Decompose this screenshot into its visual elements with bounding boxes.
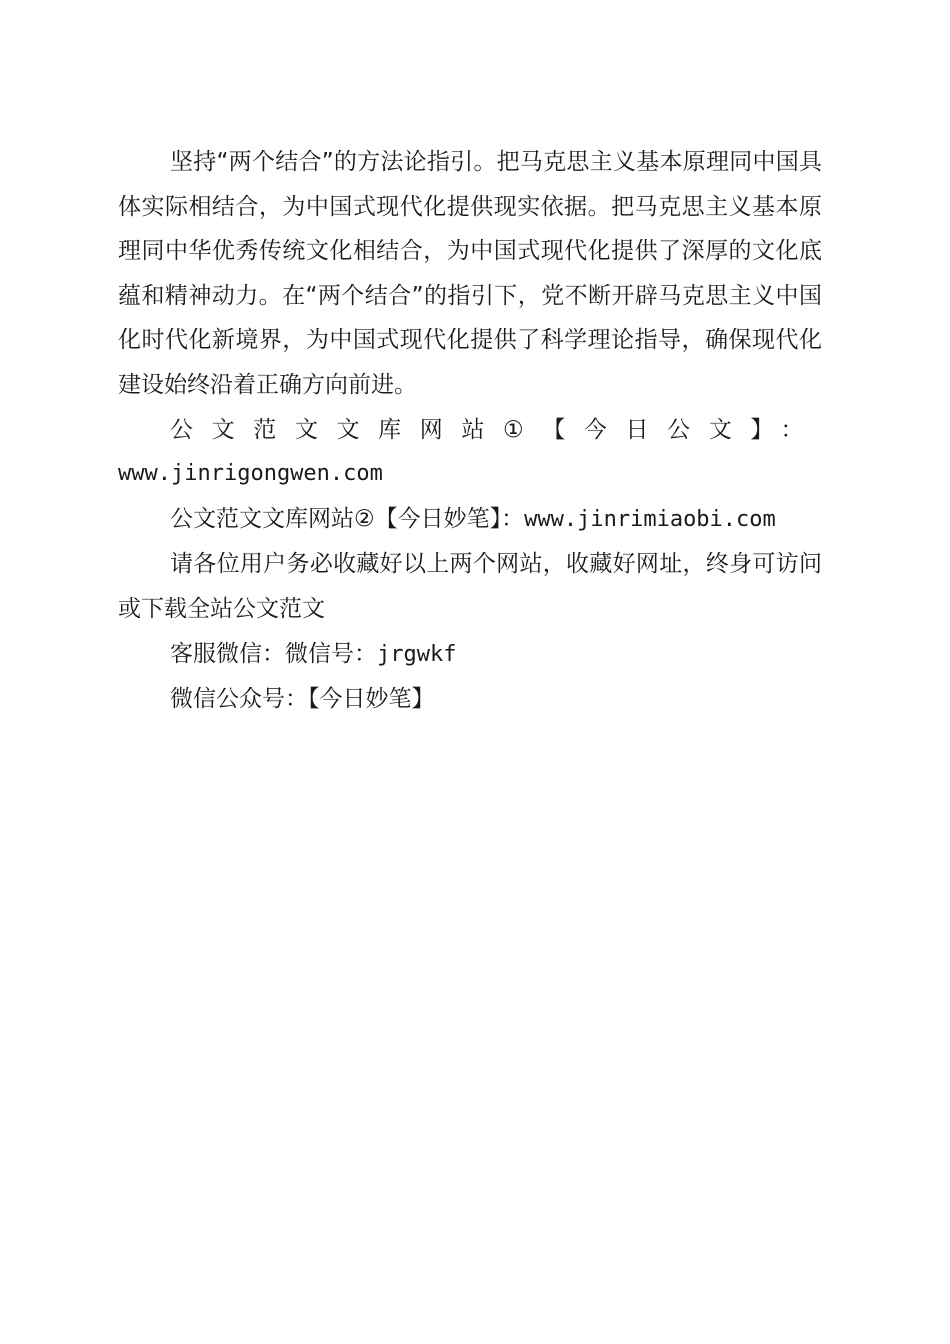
official-account-line: 微信公众号：【今日妙笔】 xyxy=(170,686,435,713)
site2-url[interactable]: www.jinrimiaobi.com xyxy=(524,506,776,532)
site2-label: 公文范文文库网站②【今日妙笔】： xyxy=(170,505,525,532)
wechat-id: jrgwkf xyxy=(377,641,457,667)
site2-line xyxy=(118,497,822,543)
site1-url[interactable]: www.jinrigongwen.com xyxy=(118,461,383,487)
body-paragraph: 坚持“两个结合”的方法论指引。把马克思主义基本原理同中国具体实际相结合，为中国式现代化提供现实依据。把马克思主义基本原理同中华优秀传统文化相结合，为中国式现代化提供了深厚的文化底蕴和精神动力。在“两个结合”的指引下，党不断开辟马克思主义中国化时代化新境界，为中国式现代化提供了科学理论指导，确保现代化建设始终沿着正确方向前进。 xyxy=(118,149,822,398)
wechat-line xyxy=(118,632,822,678)
notice-paragraph: 请各位用户务必收藏好以上两个网站，收藏好网址，终身可访问或下载全站公文范文 xyxy=(118,551,822,622)
document-body xyxy=(118,140,822,722)
site1-label: 公文范文文库网站①【今日公文】： xyxy=(170,416,822,443)
wechat-label: 客服微信：微信号： xyxy=(170,640,377,667)
